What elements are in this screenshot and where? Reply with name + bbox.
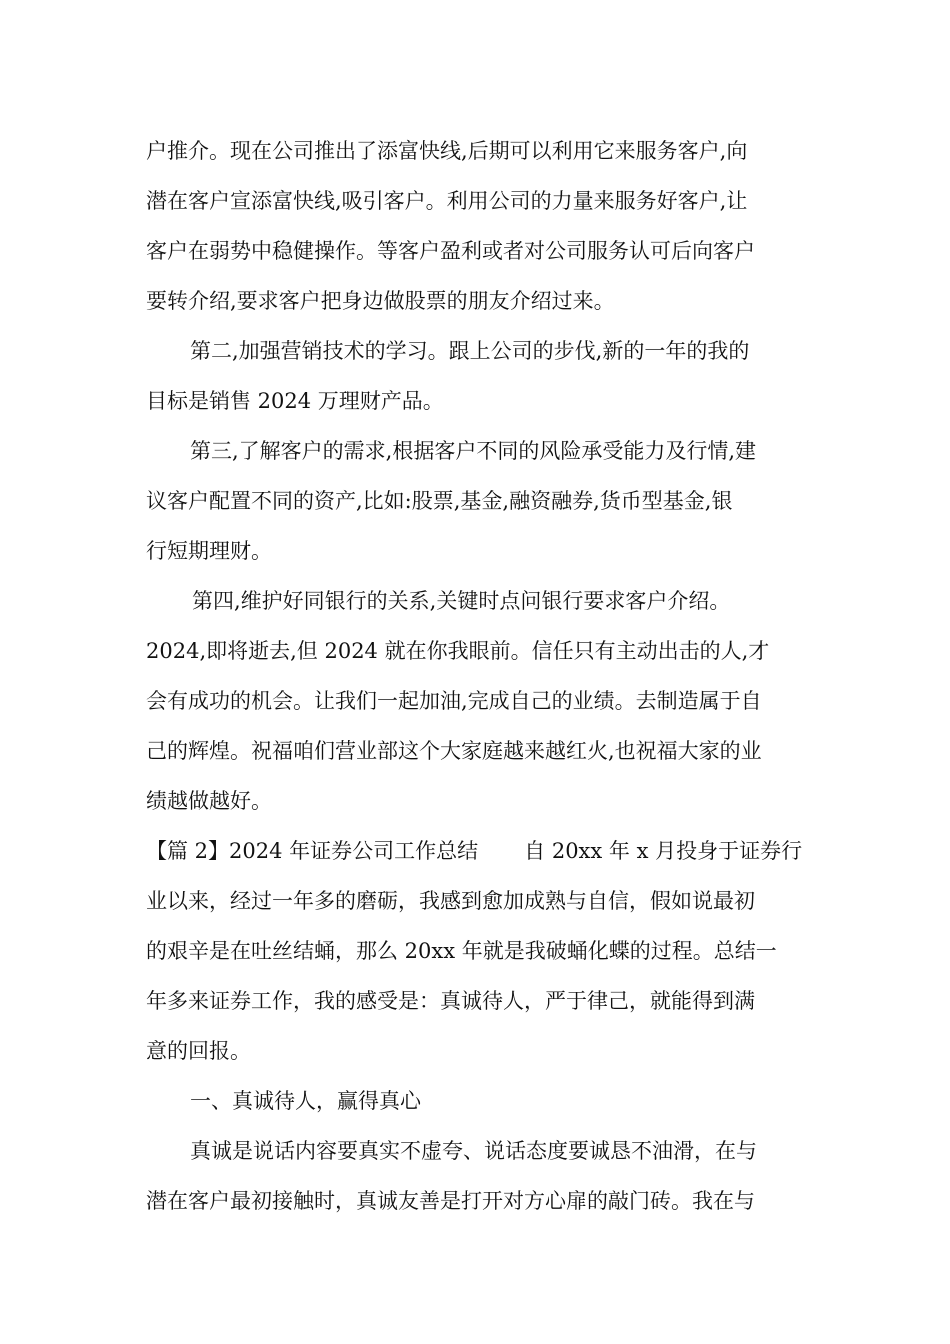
text-line: 业以来，经过一年多的磨砺，我感到愈加成熟与自信，假如说最初 [146, 889, 755, 913]
paragraph-start: 第四,维护好同银行的关系,关键时点问银行要求客户介绍。 [192, 589, 731, 613]
text-line: 议客户配置不同的资产,比如:股票,基金,融资融券,货币型基金,银 [146, 489, 733, 513]
text-line: 的艰辛是在吐丝结蛹，那么 20xx 年就是我破蛹化蝶的过程。总结一 [146, 939, 777, 963]
text-line: 年多来证券工作，我的感受是：真诚待人，严于律己，就能得到满 [146, 989, 755, 1013]
text-line: 要转介绍,要求客户把身边做股票的朋友介绍过来。 [146, 289, 615, 313]
subsection-heading: 一、真诚待人，赢得真心 [190, 1089, 421, 1113]
paragraph-start: 第二,加强营销技术的学习。跟上公司的步伐,新的一年的我的 [190, 339, 750, 363]
text-line: 己的辉煌。祝福咱们营业部这个大家庭越来越红火,也祝福大家的业 [146, 739, 762, 763]
paragraph-start: 第三,了解客户的需求,根据客户不同的风险承受能力及行情,建 [190, 439, 757, 463]
text-line: 目标是销售 2024 万理财产品。 [146, 389, 444, 413]
section-heading-line [146, 836, 802, 866]
text-line: 潜在客户宣添富快线,吸引客户。利用公司的力量来服务好客户,让 [146, 189, 748, 213]
text-line: 客户在弱势中稳健操作。等客户盈利或者对公司服务认可后向客户 [146, 239, 755, 263]
text-line: 户推介。现在公司推出了添富快线,后期可以利用它来服务客户,向 [146, 139, 748, 163]
section-first-text: 自 20xx 年 x 月投身于证券行 [524, 839, 803, 863]
text-line: 意的回报。 [146, 1039, 251, 1063]
section-heading: 【篇 2】2024 年证券公司工作总结 [146, 839, 479, 863]
text-line: 绩越做越好。 [146, 789, 272, 813]
text-line: 行短期理财。 [146, 539, 272, 563]
text-line: 2024,即将逝去,但 2024 就在你我眼前。信任只有主动出击的人,才 [146, 639, 770, 663]
text-line: 会有成功的机会。让我们一起加油,完成自己的业绩。去制造属于自 [146, 689, 762, 713]
paragraph-start: 真诚是说话内容要真实不虚夸、说话态度要诚恳不油滑，在与 [190, 1139, 757, 1163]
text-line: 潜在客户最初接触时，真诚友善是打开对方心扉的敲门砖。我在与 [146, 1189, 755, 1213]
